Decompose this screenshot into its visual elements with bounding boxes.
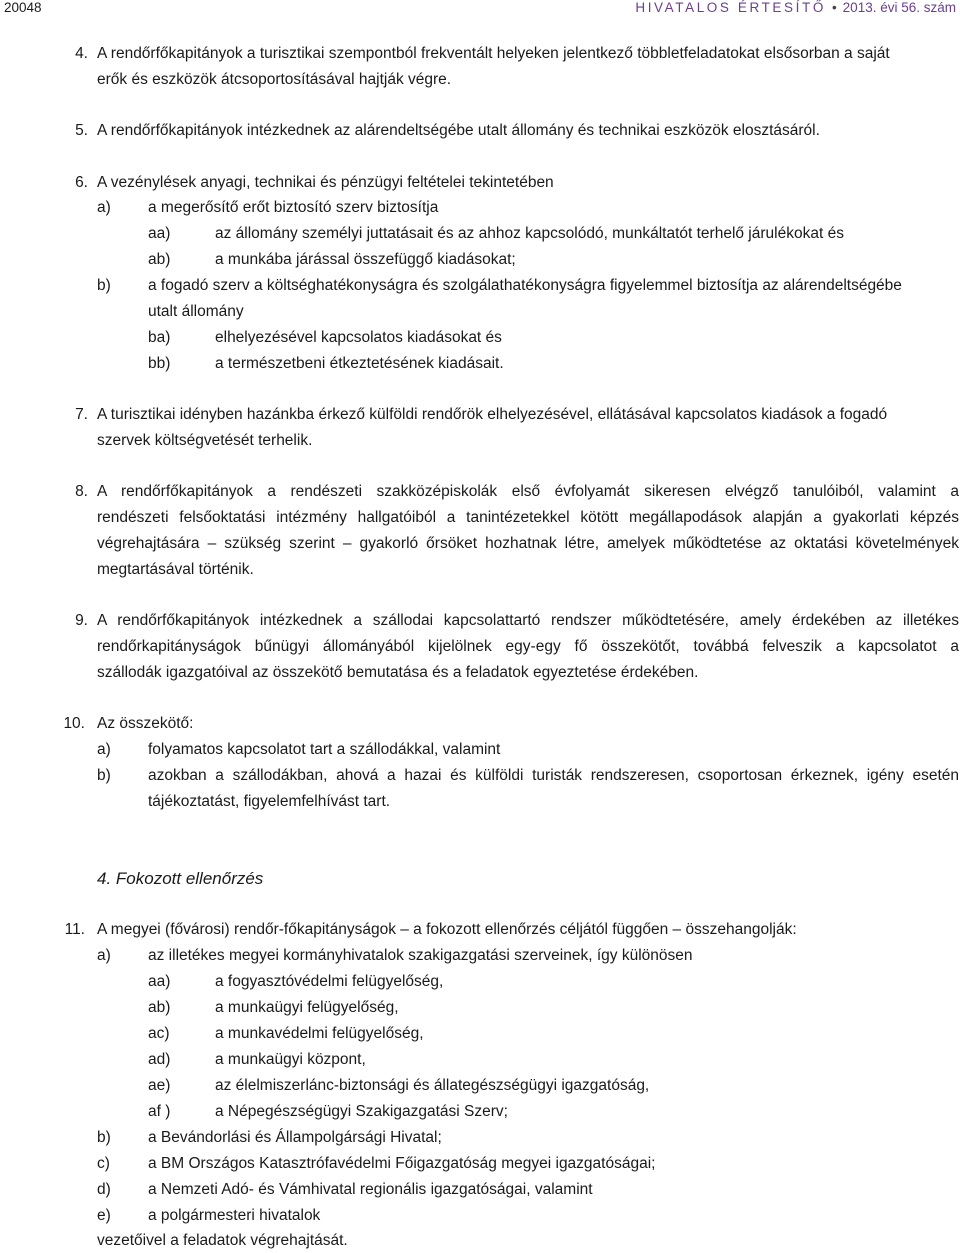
subsub-label: ba) (148, 329, 171, 346)
subsub-label: af ) (148, 1103, 171, 1120)
item-8-line: rendészeti felsőoktatási intézmény hallgatóiból a tanintézetekkel kötött megállapodások alapján a gyakorlati képzés (97, 509, 959, 526)
sub-label: b) (97, 767, 111, 784)
sub-label: c) (97, 1155, 110, 1172)
item-number: 6. (75, 174, 88, 191)
subsub-text: a természetbeni étkeztetésének kiadásait. (215, 355, 504, 372)
sub-label: a) (97, 741, 111, 758)
item-8-line: A rendőrfőkapitányok a rendészeti szakközépiskolák első évfolyamát sikeresen elvégző tanulóiból, valamint a (97, 483, 959, 500)
item-4-line: erők és eszközök átcsoportosításával hajtják végre. (97, 71, 452, 88)
item-number: 5. (75, 122, 88, 139)
item-number: 9. (75, 612, 88, 629)
item-4-line: A rendőrfőkapitányok a turisztikai szempontból frekventált helyeken jelentkező többletfeladatokat elsősorban a saját (97, 45, 890, 62)
subsub-text: a fogyasztóvédelmi felügyelőség, (215, 973, 444, 990)
item-number: 11. (64, 921, 85, 938)
header-bullet: • (831, 0, 837, 15)
sub-label: a) (97, 947, 111, 964)
subsub-label: ab) (148, 251, 171, 268)
item-5-line: A rendőrfőkapitányok intézkednek az alárendeltségébe utalt állomány és technikai eszközök elosztásáról. (97, 122, 820, 139)
subsub-label: bb) (148, 355, 171, 372)
subsub-text: az állomány személyi juttatásait és az ahhoz kapcsolódó, munkáltatót terhelő járulékokat és (215, 225, 844, 242)
sub-text: a BM Országos Katasztrófavédelmi Főigazgatóság megyei igazgatóságai; (148, 1155, 656, 1172)
subsub-text: a munkába járással összefüggő kiadásokat; (215, 251, 516, 268)
subsub-label: aa) (148, 225, 171, 242)
sub-text: a megerősítő erőt biztosító szerv biztosítja (148, 199, 439, 216)
item-6-line: A vezénylések anyagi, technikai és pénzügyi feltételei tekintetében (97, 174, 554, 191)
sub-text: a Nemzeti Adó- és Vámhivatal regionális igazgatóságai, valamint (148, 1181, 593, 1198)
item-9-line: rendőrkapitányságok bűnügyi állományából kijelölnek egy-egy fő összekötőt, továbbá felveszik a kapcsolatot a (97, 638, 959, 655)
sub-text: azokban a szállodákban, ahová a hazai és külföldi turisták rendszeresen, csoportosan érkeznek, igény esetén (148, 767, 959, 784)
item-11-line: A megyei (fővárosi) rendőr-főkapitányságok – a fokozott ellenőrzés céljától függően – összehangolják: (97, 921, 797, 938)
item-number: 10. (63, 715, 85, 732)
subsub-text: a munkaügyi felügyelőség, (215, 999, 399, 1016)
sub-label: d) (97, 1181, 111, 1198)
sub-label: e) (97, 1207, 111, 1224)
publication-header (635, 0, 956, 15)
sub-label: a) (97, 199, 111, 216)
item-number: 8. (75, 483, 88, 500)
subsub-text: a munkavédelmi felügyelőség, (215, 1025, 424, 1042)
sub-text: a polgármesteri hivatalok (148, 1207, 321, 1224)
subsub-label: ad) (148, 1051, 171, 1068)
sub-label: b) (97, 277, 111, 294)
item-number: 7. (75, 406, 88, 423)
sub-text: az illetékes megyei kormányhivatalok szakigazgatási szerveinek, így különösen (148, 947, 693, 964)
item-8-line: megtartásával történik. (97, 561, 254, 578)
item-7-line: szervek költségvetését terhelik. (97, 432, 313, 449)
section-title: 4. Fokozott ellenőrzés (97, 869, 264, 888)
item-9-line: A rendőrfőkapitányok intézkednek a szállodai kapcsolattartó rendszer működtetésére, amely érdekében az illetékes (97, 612, 959, 629)
closing-line: vezetőivel a feladatok végrehajtását. (97, 1232, 348, 1249)
page-number: 20048 (4, 0, 42, 15)
item-8-line: végrehajtására – szükség szerint – gyakorló őrsöket hozhatnak létre, amelyek működtetése az oktatási követelmények (97, 535, 959, 552)
sub-text: a Bevándorlási és Állampolgársági Hivatal; (148, 1129, 442, 1146)
item-10-line: Az összekötő: (97, 715, 194, 732)
sub-text: utalt állomány (148, 303, 244, 320)
item-7-line: A turisztikai idényben hazánkba érkező külföldi rendőrök elhelyezésével, ellátásával kapcsolatos kiadások a fogadó (97, 406, 888, 423)
subsub-text: az élelmiszerlánc-biztonsági és állategészségügyi igazgatóság, (215, 1077, 650, 1094)
subsub-label: aa) (148, 973, 171, 990)
sub-text: tájékoztatást, figyelemfelhívást tart. (148, 793, 391, 810)
subsub-label: ae) (148, 1077, 171, 1094)
subsub-label: ac) (148, 1025, 170, 1042)
page-header (0, 0, 960, 22)
subsub-label: ab) (148, 999, 171, 1016)
subsub-text: a Népegészségügyi Szakigazgatási Szerv; (215, 1103, 508, 1120)
item-9-line: szállodák igazgatóival az összekötő bemutatása és a feladatok egyeztetése érdekében. (97, 664, 699, 681)
subsub-text: elhelyezésével kapcsolatos kiadásokat és (215, 329, 502, 346)
issue-label: 2013. évi 56. szám (842, 0, 956, 15)
subsub-text: a munkaügyi központ, (215, 1051, 366, 1068)
sub-text: folyamatos kapcsolatot tart a szállodákkal, valamint (148, 741, 501, 758)
publication-title: HIVATALOS ÉRTESÍTŐ (635, 0, 826, 15)
item-number: 4. (75, 45, 88, 62)
sub-label: b) (97, 1129, 111, 1146)
sub-text: a fogadó szerv a költséghatékonyságra és szolgálathatékonyságra figyelemmel biztosítja az alárendeltségébe (148, 277, 902, 294)
